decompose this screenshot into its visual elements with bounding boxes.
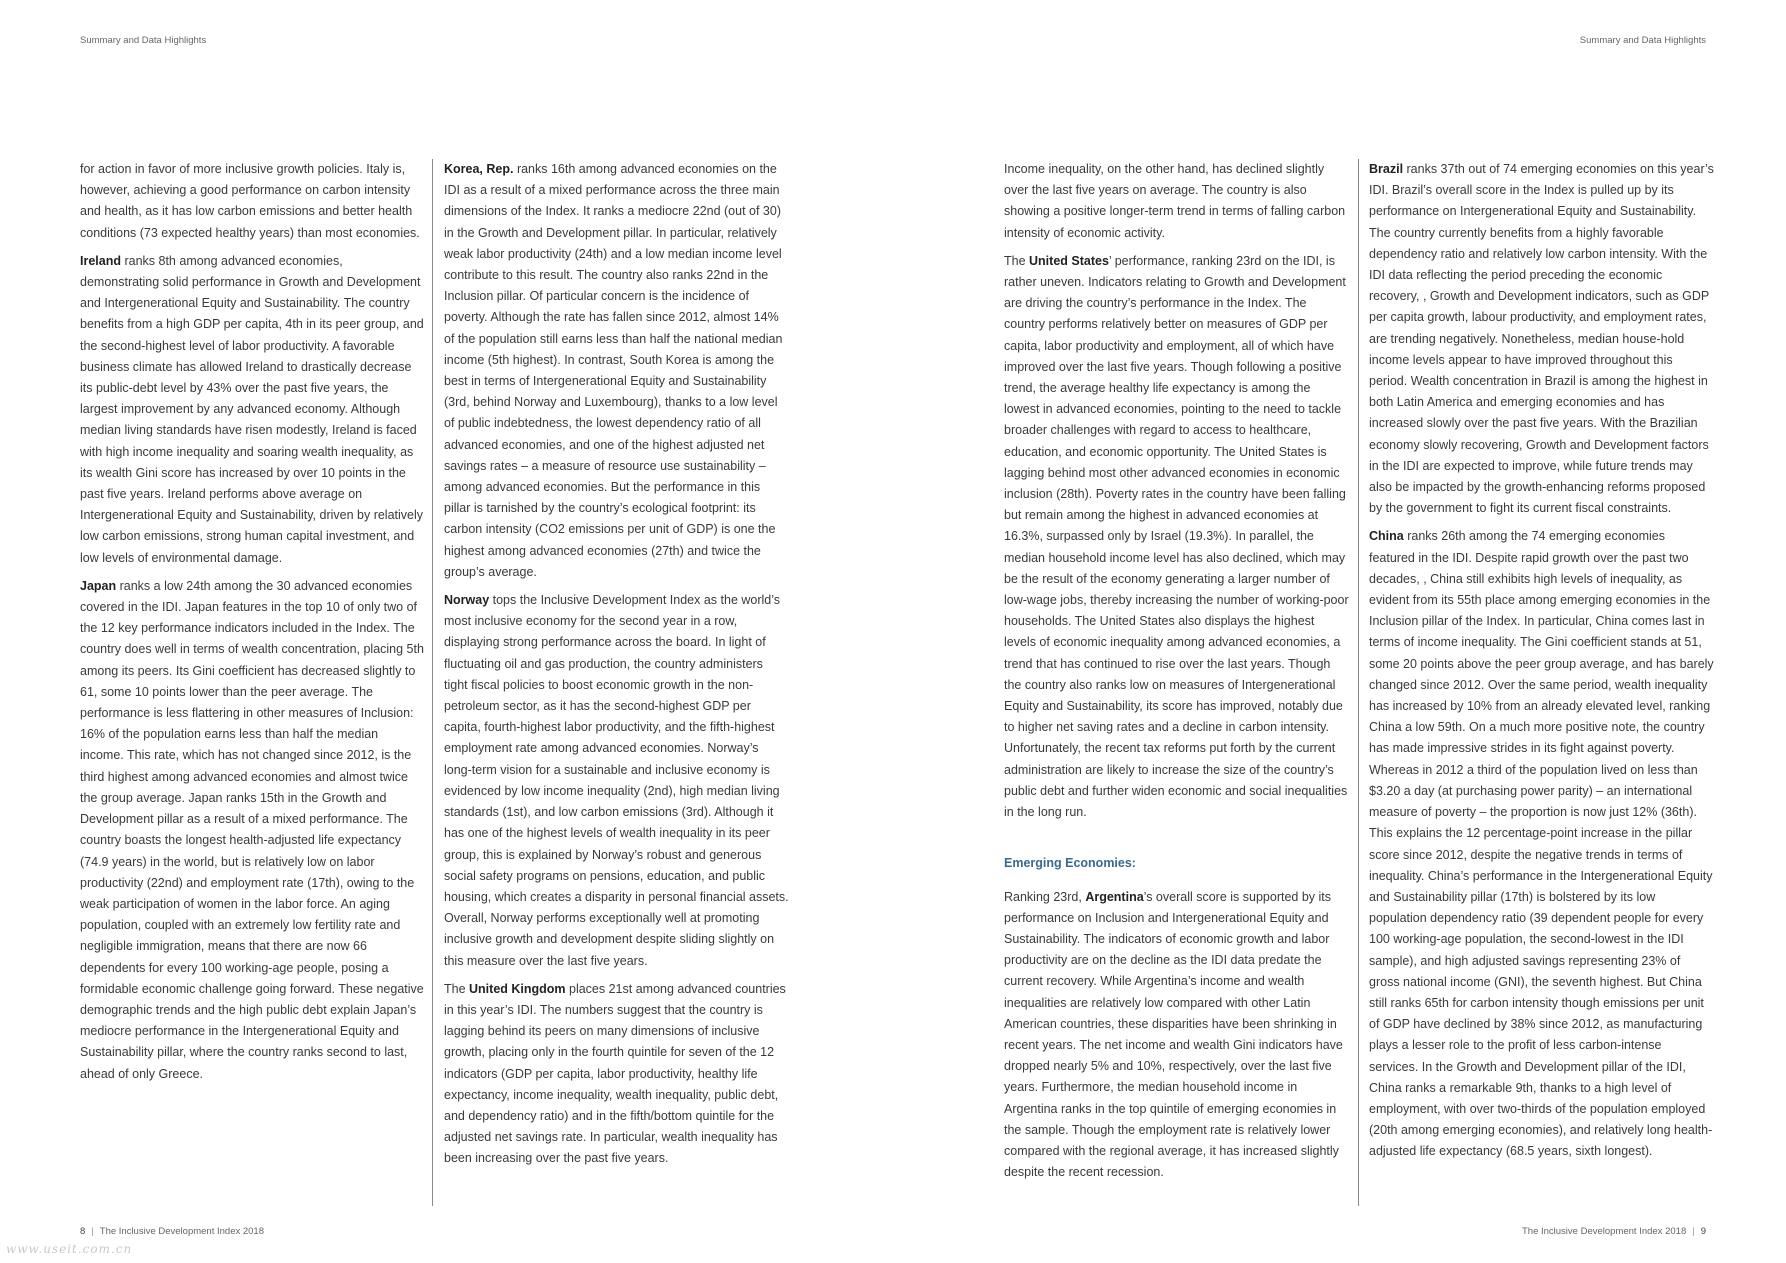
text-column-2	[444, 159, 789, 1177]
country-name-united-states: United States	[1029, 253, 1109, 268]
paragraph-united-states: The United States’ performance, ranking 23rd on the IDI, is rather uneven. Indicators relating to Growth and Development are driving the country’s performance in the Index. The country performs relatively better on measures of GDP per capita, labor productivity and employment, all of which have improved over the last five years. Though following a positive trend, the average healthy life expectancy is among the lowest in advanced economies, pointing to the need to tackle broader challenges with regard to access to healthcare, education, and economic opportunity. The United States is lagging behind most other advanced economies in economic inclusion (28th). Poverty rates in the country have been falling but remain among the highest in advanced economies at 16.3%, surpassed only by Israel (19.3%). In parallel, the median household income level has also declined, which may be the result of the economy generating a larger number of low-wage jobs, thereby increasing the number of working-poor households. The United States also displays the highest levels of economic inequality among advanced economies, a trend that has continued to rise over the last years. Though the country also ranks low on measures of Intergenerational Equity and Sustainability, its score has improved, notably due to higher net saving rates and a decline in carbon intensity. Unfortunately, the recent tax reforms put forth by the current administration are likely to increase the size of the country’s public debt and further widen economic and social inequalities in the long run.	[1004, 253, 1349, 820]
country-name-japan: Japan	[80, 578, 117, 593]
country-name-argentina: Argentina	[1085, 889, 1144, 904]
paragraph-china: China ranks 26th among the 74 emerging economies featured in the IDI. Despite rapid growth over the past two decades, , China still exhibits high levels of inequality, as evident from its 55th place among emerging economies in the Inclusion pillar of the Index. In particular, China comes last in terms of income inequality. The Gini coefficient stands at 51, some 20 points above the peer group average, and has barely changed since 2012. Over the same period, wealth inequality has increased by 10% from an already elevated level, ranking China a low 59th. On a much more positive note, the country has made impressive strides in its fight against poverty. Whereas in 2012 a third of the population lived on less than $3.20 a day (at purchasing power parity) – an international measure of poverty – the proportion is now just 12% (36th). This explains the 12 percentage-point increase in the pillar score since 2012, despite the negative trends in terms of inequality. China’s performance in the Intergenerational Equity and Sustainability pillar (17th) is bolstered by its low population dependency ratio (39 dependent people for every 100 working-age population, the second-lowest in the IDI sample), and high adjusted savings representing 23% of gross national income (GNI), the seventh highest. But China still ranks 65th for carbon intensity though emissions per unit of GDP have declined by 38% since 2012, as manufacturing plays a lesser role to the profit of less carbon-intense services. In the Growth and Development pillar of the IDI, China ranks a remarkable 9th, thanks to a high level of employment, with over two-thirds of the population employed (20th among emerging economies), and relatively long health-adjusted life expectancy (68.5 years, sixth longest).	[1369, 529, 1714, 1159]
text-column-1	[80, 159, 425, 1092]
country-name-ireland: Ireland	[80, 253, 121, 268]
paragraph-uk-continued: Income inequality, on the other hand, has declined slightly over the last five years on average. The country is also showing a positive longer-term trend in terms of falling carbon intensity of economic activity.	[1004, 162, 1346, 240]
paragraph-italy: for action in favor of more inclusive growth policies. Italy is, however, achieving a good performance on carbon intensity and health, as it has low carbon emissions and better health conditions (73 expected healthy years) than most economies.	[80, 162, 420, 240]
paragraph-ireland: Ireland ranks 8th among advanced economies, demonstrating solid performance in Growth and Development and Intergenerational Equity and Sustainability. The country benefits from a high GDP per capita, 4th in its peer group, and the second-highest level of labor productivity. A favorable business climate has allowed Ireland to drastically decrease its public-debt level by 43% over the past five years, the largest improvement by any advanced economy. Although median living standards have risen modestly, Ireland is faced with high income inequality and soaring wealth inequality, as its wealth Gini score has increased by over 10 points in the past five years. Ireland performs above average on Intergenerational Equity and Sustainability, driven by relatively low carbon emissions, strong human capital investment, and low levels of environmental damage.	[80, 253, 424, 565]
column-divider-left	[432, 159, 433, 1206]
paragraph-brazil: Brazil ranks 37th out of 74 emerging economies on this year’s IDI. Brazil’s overall score in the Index is pulled up by its performance on Intergenerational Equity and Sustainability. The country currently benefits from a highly favorable dependency ratio and relatively low carbon intensity. With the IDI data reflecting the period preceding the economic recovery, , Growth and Development indicators, such as GDP per capita growth, labour productivity, and employment rates, are trending negatively. Nonetheless, median house-hold income levels appear to have improved throughout this period. Wealth concentration in Brazil is among the highest in both Latin America and emerging economies and has increased slowly over the past five years. With the Brazilian economy slowly recovering, Growth and Development factors in the IDI are expected to improve, while future trends may also be impacted by the growth-enhancing reforms proposed by the government to fight its current fiscal constraints.	[1369, 162, 1714, 516]
country-name-norway: Norway	[444, 593, 490, 608]
footer-separator-left: |	[91, 1226, 94, 1237]
country-name-brazil: Brazil	[1369, 162, 1404, 176]
column-divider-right	[1358, 159, 1359, 1206]
paragraph-united-kingdom: The United Kingdom places 21st among advanced countries in this year’s IDI. The numbers suggest that the country is lagging behind its peers on many dimensions of inclusive growth, placing only in the fourth quintile for seven of the 12 indicators (GDP per capita, labor productivity, healthy life expectancy, income inequality, wealth inequality, public debt, and dependency ratio) and in the fifth/bottom quintile for the adjusted net savings rate. In particular, wealth inequality has been increasing over the past five years.	[444, 981, 786, 1166]
section-heading-emerging-economies: Emerging Economies:	[1004, 856, 1136, 871]
footer-left	[80, 1226, 264, 1237]
footer-title-left: The Inclusive Development Index 2018	[99, 1226, 265, 1237]
running-head-right: Summary and Data Highlights	[1579, 35, 1706, 46]
paragraph-argentina: Ranking 23rd, Argentina’s overall score is supported by its performance on Inclusion and Intergenerational Equity and Sustainability. The indicators of economic growth and labor productivity are on the decline as the IDI data predate the current recovery. While Argentina’s income and wealth inequalities are relatively low compared with other Latin American countries, these disparities have been shrinking in recent years. The net income and wealth Gini indicators have dropped nearly 5% and 10%, respectively, over the last five years. Furthermore, the median household income in Argentina ranks in the top quintile of emerging economies in the sample. Though the employment rate is relatively lower compared with the regional average, it has increased slightly despite the recent recession.	[1004, 889, 1343, 1180]
footer-title-right: The Inclusive Development Index 2018	[1521, 1226, 1687, 1237]
country-name-korea: Korea, Rep.	[444, 162, 514, 176]
footer-right	[1522, 1226, 1706, 1237]
country-name-united-kingdom: United Kingdom	[469, 981, 566, 996]
footer-separator-right: |	[1692, 1226, 1695, 1237]
paragraph-korea: Korea, Rep. ranks 16th among advanced economies on the IDI as a result of a mixed performance across the three main dimensions of the Index. It ranks a mediocre 22nd (out of 30) in the Growth and Development pillar. In particular, relatively weak labor productivity (24th) and a low median income level contribute to this result. The country also ranks 22nd in the Inclusion pillar. Of particular concern is the incidence of poverty. Although the rate has fallen since 2012, almost 14% of the population still earns less than half the national median income (5th highest). In contrast, South Korea is among the best in terms of Intergenerational Equity and Sustainability (3rd, behind Norway and Luxembourg), thanks to a low level of public indebtedness, the lowest dependency ratio of all advanced economies, and one of the highest adjusted net savings rates – a measure of resource use sustainability – among advanced economies. But the performance in this pillar is tarnished by the country’s ecological footprint: its carbon intensity (CO2 emissions per unit of GDP) is one the highest among advanced economies (27th) and twice the group’s average.	[444, 162, 783, 579]
text-column-4	[1369, 159, 1714, 1170]
running-head-left: Summary and Data Highlights	[80, 35, 207, 46]
page-number-right: 9	[1700, 1226, 1706, 1237]
paragraph-japan: Japan ranks a low 24th among the 30 advanced economies covered in the IDI. Japan features in the top 10 of only two of the 12 key performance indicators included in the Index. The country does well in terms of wealth concentration, placing 5th among its peers. Its Gini coefficient has decreased slightly to 61, some 10 points lower than the peer average. The performance is less flattering in other measures of Inclusion: 16% of the population earns less than half the median income. This rate, which has not changed since 2012, is the third highest among advanced economies and almost twice the group average. Japan ranks 15th in the Growth and Development pillar as a result of a mixed performance. The country boasts the longest health-adjusted life expectancy (74.9 years) in the world, but is relatively low on labor productivity (22nd) and employment rate (17th), owing to the weak participation of women in the labor force. An aging population, coupled with an extremely low fertility rate and negligible immigration, means that there are now 66 dependents for every 100 working-age people, posing a formidable economic challenge going forward. These negative demographic trends and the high public debt explain Japan’s mediocre performance in the Intergenerational Equity and Sustainability pillar, where the country ranks second to last, ahead of only Greece.	[80, 578, 424, 1081]
text-column-3	[1004, 159, 1349, 1190]
watermark: www.useit.com.cn	[6, 1242, 133, 1256]
paragraph-norway: Norway tops the Inclusive Development Index as the world’s most inclusive economy for the second year in a row, displaying strong performance across the board. In light of fluctuating oil and gas production, the country administers tight fiscal policies to boost economic growth in the non-petroleum sector, as it has the second-highest GDP per capita, fourth-highest labor productivity, and the fifth-highest employment rate among advanced economies. Norway’s long-term vision for a sustainable and inclusive economy is evidenced by low income inequality (2nd), high median living standards (1st), and low carbon emissions (3rd). Although it has one of the highest levels of wealth inequality in its peer group, this is explained by Norway’s robust and generous social safety programs on pensions, education, and public housing, which creates a disparity in personal financial assets. Overall, Norway performs exceptionally well at promoting inclusive growth and development despite sliding slightly on this measure over the last five years.	[444, 593, 789, 968]
country-name-china: China	[1369, 529, 1404, 544]
page-number-left: 8	[80, 1226, 86, 1237]
